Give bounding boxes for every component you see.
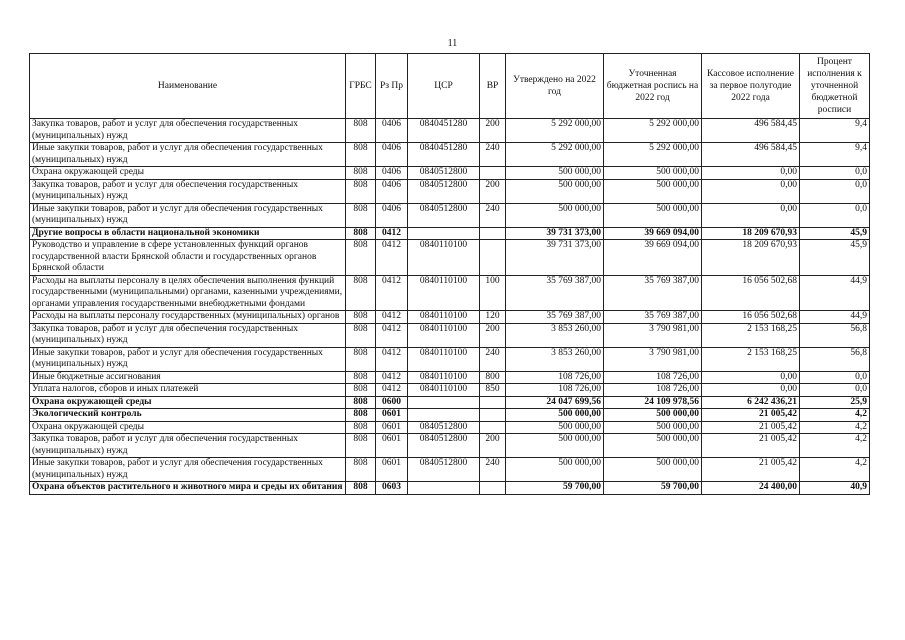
- table-row: [30, 323, 870, 347]
- cell-name: Охрана окружающей среды: [30, 167, 346, 180]
- cell-rzpr: 0406: [376, 167, 408, 180]
- cell-revised: 500 000,00: [604, 409, 702, 422]
- cell-vr: 240: [480, 458, 506, 482]
- table-row: [30, 240, 870, 276]
- cell-revised: 500 000,00: [604, 458, 702, 482]
- cell-percent: 45,9: [800, 227, 870, 240]
- cell-vr: 240: [480, 143, 506, 167]
- cell-rzpr: 0412: [376, 323, 408, 347]
- cell-revised: 39 669 094,00: [604, 240, 702, 276]
- cell-grbs: 808: [346, 409, 376, 422]
- cell-cash: 21 005,42: [702, 434, 800, 458]
- cell-approved: 3 853 260,00: [506, 347, 604, 371]
- table-row: [30, 421, 870, 434]
- cell-cash: 2 153 168,25: [702, 323, 800, 347]
- cell-grbs: 808: [346, 396, 376, 409]
- cell-approved: 500 000,00: [506, 167, 604, 180]
- cell-approved: 3 853 260,00: [506, 323, 604, 347]
- cell-cash: 0,00: [702, 179, 800, 203]
- column-header-rzpr: Рз Пр: [376, 54, 408, 119]
- table-row: [30, 275, 870, 311]
- cell-csr: 0840110100: [408, 347, 480, 371]
- cell-name: Руководство и управление в сфере установленных функций органов государственной власти Брянской области и государственных органов Брянской области: [30, 240, 346, 276]
- table-row: [30, 458, 870, 482]
- cell-rzpr: 0600: [376, 396, 408, 409]
- cell-approved: 500 000,00: [506, 434, 604, 458]
- cell-revised: 500 000,00: [604, 167, 702, 180]
- cell-grbs: 808: [346, 143, 376, 167]
- cell-rzpr: 0412: [376, 384, 408, 397]
- cell-name: Охрана объектов растительного и животного мира и среды их обитания: [30, 482, 346, 495]
- cell-percent: 9,4: [800, 119, 870, 143]
- cell-percent: 44,9: [800, 311, 870, 324]
- cell-percent: 45,9: [800, 240, 870, 276]
- cell-percent: 25,9: [800, 396, 870, 409]
- cell-vr: [480, 482, 506, 495]
- cell-grbs: 808: [346, 371, 376, 384]
- cell-csr: 0840451280: [408, 119, 480, 143]
- column-header-name: Наименование: [30, 54, 346, 119]
- cell-grbs: 808: [346, 323, 376, 347]
- table-row: [30, 179, 870, 203]
- cell-grbs: 808: [346, 227, 376, 240]
- cell-grbs: 808: [346, 384, 376, 397]
- cell-cash: 2 153 168,25: [702, 347, 800, 371]
- cell-rzpr: 0412: [376, 240, 408, 276]
- cell-csr: 0840512800: [408, 434, 480, 458]
- cell-revised: 5 292 000,00: [604, 143, 702, 167]
- cell-percent: 0,0: [800, 384, 870, 397]
- cell-rzpr: 0406: [376, 119, 408, 143]
- cell-revised: 35 769 387,00: [604, 311, 702, 324]
- cell-percent: 0,0: [800, 203, 870, 227]
- cell-grbs: 808: [346, 347, 376, 371]
- table-row: [30, 434, 870, 458]
- cell-csr: 0840110100: [408, 384, 480, 397]
- cell-approved: 59 700,00: [506, 482, 604, 495]
- cell-percent: 56,8: [800, 347, 870, 371]
- column-header-cash: Кассовое исполнение за первое полугодие 2022 года: [702, 54, 800, 119]
- cell-rzpr: 0406: [376, 203, 408, 227]
- cell-cash: 6 242 436,21: [702, 396, 800, 409]
- cell-approved: 39 731 373,00: [506, 227, 604, 240]
- cell-grbs: 808: [346, 482, 376, 495]
- cell-percent: 4,2: [800, 421, 870, 434]
- cell-vr: 100: [480, 275, 506, 311]
- cell-name: Иные закупки товаров, работ и услуг для обеспечения государственных (муниципальных) нужд: [30, 458, 346, 482]
- table-row: [30, 167, 870, 180]
- cell-name: Другие вопросы в области национальной экономики: [30, 227, 346, 240]
- cell-percent: 56,8: [800, 323, 870, 347]
- cell-rzpr: 0412: [376, 227, 408, 240]
- cell-name: Закупка товаров, работ и услуг для обеспечения государственных (муниципальных) нужд: [30, 119, 346, 143]
- cell-revised: 3 790 981,00: [604, 323, 702, 347]
- table-body: [30, 119, 870, 495]
- cell-revised: 500 000,00: [604, 203, 702, 227]
- cell-vr: 200: [480, 434, 506, 458]
- cell-cash: 21 005,42: [702, 421, 800, 434]
- table-row: [30, 409, 870, 422]
- cell-cash: 0,00: [702, 371, 800, 384]
- cell-revised: 108 726,00: [604, 371, 702, 384]
- column-header-vr: ВР: [480, 54, 506, 119]
- cell-vr: [480, 240, 506, 276]
- cell-csr: [408, 482, 480, 495]
- cell-percent: 9,4: [800, 143, 870, 167]
- cell-name: Закупка товаров, работ и услуг для обеспечения государственных (муниципальных) нужд: [30, 323, 346, 347]
- column-header-percent: Процент исполнения к уточненной бюджетной росписи: [800, 54, 870, 119]
- cell-name: Охрана окружающей среды: [30, 396, 346, 409]
- cell-grbs: 808: [346, 311, 376, 324]
- page-number: 11: [447, 38, 458, 49]
- cell-csr: 0840512800: [408, 421, 480, 434]
- cell-percent: 4,2: [800, 434, 870, 458]
- cell-rzpr: 0406: [376, 143, 408, 167]
- cell-approved: 24 047 699,56: [506, 396, 604, 409]
- cell-csr: 0840110100: [408, 240, 480, 276]
- cell-approved: 35 769 387,00: [506, 275, 604, 311]
- cell-vr: 200: [480, 323, 506, 347]
- cell-name: Иные бюджетные ассигнования: [30, 371, 346, 384]
- cell-rzpr: 0601: [376, 409, 408, 422]
- cell-vr: [480, 227, 506, 240]
- cell-approved: 5 292 000,00: [506, 119, 604, 143]
- cell-cash: 18 209 670,93: [702, 240, 800, 276]
- budget-execution-table: [29, 53, 870, 495]
- cell-rzpr: 0601: [376, 458, 408, 482]
- cell-vr: [480, 396, 506, 409]
- cell-csr: [408, 227, 480, 240]
- cell-revised: 3 790 981,00: [604, 347, 702, 371]
- cell-cash: 0,00: [702, 384, 800, 397]
- cell-percent: 4,2: [800, 409, 870, 422]
- cell-rzpr: 0412: [376, 347, 408, 371]
- cell-name: Охрана окружающей среды: [30, 421, 346, 434]
- table-row: [30, 143, 870, 167]
- cell-cash: 0,00: [702, 203, 800, 227]
- cell-rzpr: 0412: [376, 371, 408, 384]
- cell-name: Иные закупки товаров, работ и услуг для обеспечения государственных (муниципальных) нужд: [30, 143, 346, 167]
- cell-rzpr: 0412: [376, 311, 408, 324]
- cell-approved: 500 000,00: [506, 409, 604, 422]
- cell-grbs: 808: [346, 421, 376, 434]
- cell-csr: 0840512800: [408, 179, 480, 203]
- cell-grbs: 808: [346, 179, 376, 203]
- cell-cash: 16 056 502,68: [702, 311, 800, 324]
- cell-revised: 108 726,00: [604, 384, 702, 397]
- cell-vr: [480, 409, 506, 422]
- cell-vr: 120: [480, 311, 506, 324]
- column-header-approved: Утверждено на 2022 год: [506, 54, 604, 119]
- cell-approved: 500 000,00: [506, 179, 604, 203]
- cell-csr: 0840110100: [408, 323, 480, 347]
- cell-name: Закупка товаров, работ и услуг для обеспечения государственных (муниципальных) нужд: [30, 434, 346, 458]
- cell-cash: 21 005,42: [702, 409, 800, 422]
- cell-vr: [480, 167, 506, 180]
- cell-grbs: 808: [346, 203, 376, 227]
- table-row: [30, 119, 870, 143]
- cell-percent: 4,2: [800, 458, 870, 482]
- cell-grbs: 808: [346, 458, 376, 482]
- cell-approved: 108 726,00: [506, 371, 604, 384]
- cell-vr: 850: [480, 384, 506, 397]
- cell-grbs: 808: [346, 434, 376, 458]
- cell-cash: 16 056 502,68: [702, 275, 800, 311]
- cell-rzpr: 0412: [376, 275, 408, 311]
- cell-csr: 0840512800: [408, 458, 480, 482]
- column-header-revised: Уточненная бюджетная роспись на 2022 год: [604, 54, 702, 119]
- cell-rzpr: 0601: [376, 434, 408, 458]
- cell-csr: 0840110100: [408, 371, 480, 384]
- cell-name: Закупка товаров, работ и услуг для обеспечения государственных (муниципальных) нужд: [30, 179, 346, 203]
- cell-percent: 0,0: [800, 167, 870, 180]
- cell-percent: 0,0: [800, 371, 870, 384]
- cell-cash: 496 584,45: [702, 119, 800, 143]
- cell-revised: 35 769 387,00: [604, 275, 702, 311]
- cell-name: Иные закупки товаров, работ и услуг для обеспечения государственных (муниципальных) нужд: [30, 347, 346, 371]
- cell-name: Уплата налогов, сборов и иных платежей: [30, 384, 346, 397]
- table-row: [30, 311, 870, 324]
- column-header-csr: ЦСР: [408, 54, 480, 119]
- cell-csr: 0840451280: [408, 143, 480, 167]
- cell-approved: 108 726,00: [506, 384, 604, 397]
- cell-approved: 35 769 387,00: [506, 311, 604, 324]
- table-row: [30, 347, 870, 371]
- table-row: [30, 371, 870, 384]
- cell-cash: 24 400,00: [702, 482, 800, 495]
- cell-revised: 24 109 978,56: [604, 396, 702, 409]
- cell-approved: 500 000,00: [506, 421, 604, 434]
- cell-cash: 0,00: [702, 167, 800, 180]
- table-row: [30, 396, 870, 409]
- cell-approved: 39 731 373,00: [506, 240, 604, 276]
- cell-csr: [408, 409, 480, 422]
- cell-rzpr: 0603: [376, 482, 408, 495]
- cell-percent: 44,9: [800, 275, 870, 311]
- table-row: [30, 227, 870, 240]
- cell-revised: 500 000,00: [604, 421, 702, 434]
- cell-vr: [480, 421, 506, 434]
- cell-grbs: 808: [346, 275, 376, 311]
- cell-name: Экологический контроль: [30, 409, 346, 422]
- cell-vr: 240: [480, 203, 506, 227]
- cell-rzpr: 0601: [376, 421, 408, 434]
- cell-csr: 0840110100: [408, 275, 480, 311]
- cell-revised: 39 669 094,00: [604, 227, 702, 240]
- cell-vr: 800: [480, 371, 506, 384]
- cell-csr: 0840512800: [408, 203, 480, 227]
- cell-vr: 200: [480, 119, 506, 143]
- cell-cash: 21 005,42: [702, 458, 800, 482]
- cell-cash: 496 584,45: [702, 143, 800, 167]
- cell-grbs: 808: [346, 119, 376, 143]
- cell-cash: 18 209 670,93: [702, 227, 800, 240]
- cell-name: Расходы на выплаты персоналу в целях обеспечения выполнения функций государственными (муниципальными) органами, казенными учреждениями, органами управления государственными внебюджетными фондами: [30, 275, 346, 311]
- cell-approved: 500 000,00: [506, 203, 604, 227]
- cell-revised: 500 000,00: [604, 434, 702, 458]
- table-row: [30, 384, 870, 397]
- cell-grbs: 808: [346, 240, 376, 276]
- cell-vr: 240: [480, 347, 506, 371]
- cell-percent: 0,0: [800, 179, 870, 203]
- cell-grbs: 808: [346, 167, 376, 180]
- cell-vr: 200: [480, 179, 506, 203]
- cell-revised: 500 000,00: [604, 179, 702, 203]
- table-row: [30, 203, 870, 227]
- table-header-row: [30, 54, 870, 119]
- cell-rzpr: 0406: [376, 179, 408, 203]
- cell-csr: [408, 396, 480, 409]
- cell-csr: 0840512800: [408, 167, 480, 180]
- cell-revised: 59 700,00: [604, 482, 702, 495]
- cell-approved: 500 000,00: [506, 458, 604, 482]
- cell-name: Расходы на выплаты персоналу государственных (муниципальных) органов: [30, 311, 346, 324]
- table-row: [30, 482, 870, 495]
- cell-percent: 40,9: [800, 482, 870, 495]
- cell-name: Иные закупки товаров, работ и услуг для обеспечения государственных (муниципальных) нужд: [30, 203, 346, 227]
- cell-approved: 5 292 000,00: [506, 143, 604, 167]
- cell-revised: 5 292 000,00: [604, 119, 702, 143]
- column-header-grbs: ГРБС: [346, 54, 376, 119]
- cell-csr: 0840110100: [408, 311, 480, 324]
